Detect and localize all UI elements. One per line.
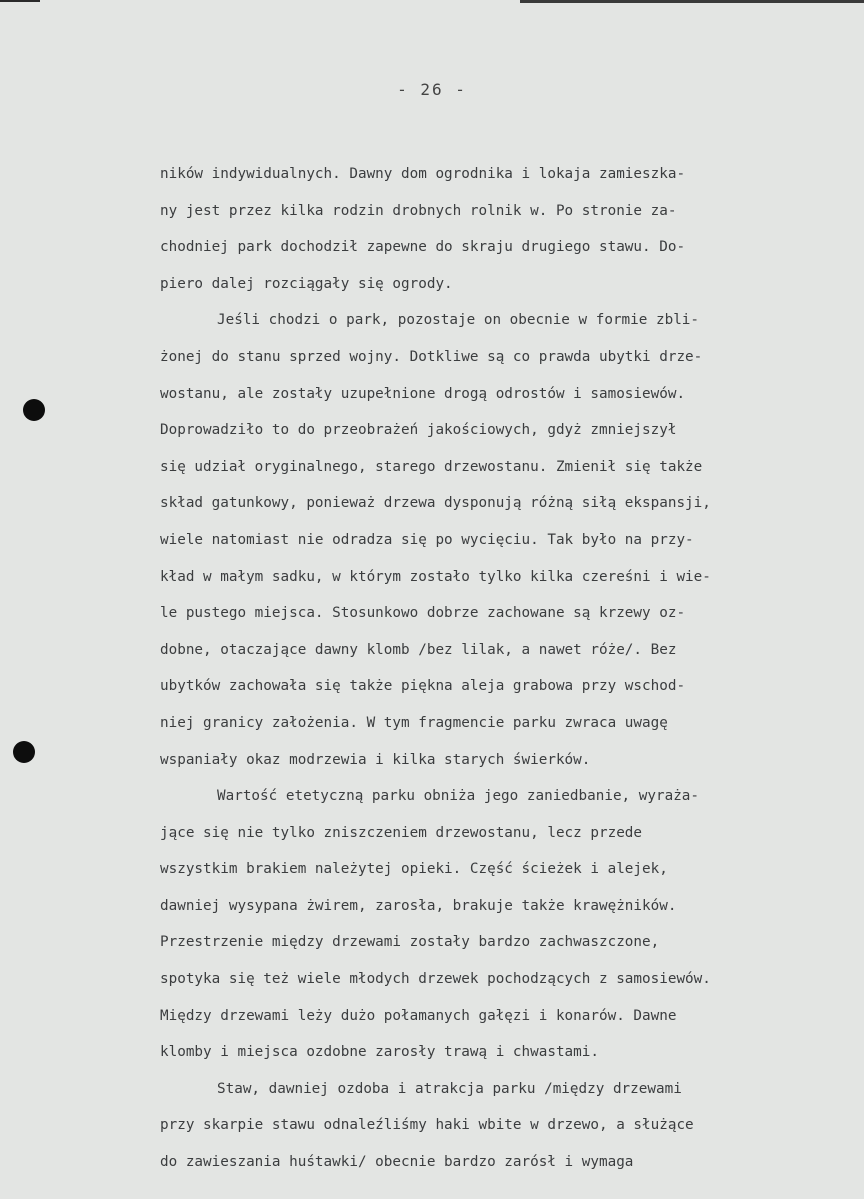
body-text — [160, 156, 860, 1181]
text-line: wspaniały okaz modrzewia i kilka starych świerków. — [160, 751, 591, 768]
text-line: piero dalej rozciągały się ogrody. — [160, 275, 453, 292]
text-line: się udział oryginalnego, starego drzewostanu. Zmienił się także — [160, 458, 703, 475]
text-line: dobne, otaczające dawny klomb /bez lilak, a nawet róże/. Bez — [160, 641, 677, 658]
text-line: le pustego miejsca. Stosunkowo dobrze zachowane są krzewy oz- — [160, 605, 686, 622]
text-line: skład gatunkowy, ponieważ drzewa dysponują różną siłą ekspansji, — [160, 495, 711, 512]
page-number: - 26 - — [397, 80, 467, 99]
text-line: ny jest przez kilka rodzin drobnych rolnik w. Po stronie za- — [160, 202, 677, 219]
scan-edge-line — [520, 0, 864, 9]
text-line: kład w małym sadku, w którym zostało tylko kilka czereśni i wie- — [160, 568, 711, 585]
text-line: chodniej park dochodził zapewne do skraju drugiego stawu. Do- — [160, 239, 686, 256]
text-line: ubytków zachowała się także piękna aleja grabowa przy wschod- — [160, 678, 686, 695]
text-line: Między drzewami leży dużo połamanych gałęzi i konarów. Dawne — [160, 1007, 677, 1024]
text-line: żonej do stanu sprzed wojny. Dotkliwe są co prawda ubytki drze- — [160, 348, 703, 365]
text-line: wostanu, ale zostały uzupełnione drogą odrostów i samosiewów. — [160, 385, 686, 402]
text-line: do zawieszania huśtawki/ obecnie bardzo zarósł i wymaga — [160, 1154, 634, 1171]
text-line: Staw, dawniej ozdoba i atrakcja parku /między drzewami — [217, 1080, 682, 1097]
text-line: ników indywidualnych. Dawny dom ogrodnika i lokaja zamieszka- — [160, 166, 686, 182]
text-line: niej granicy założenia. W tym fragmencie parku zwraca uwagę — [160, 714, 668, 731]
text-line: wiele natomiast nie odradza się po wycięciu. Tak było na przy- — [160, 531, 694, 548]
text-line: wszystkim brakiem należytej opieki. Część ścieżek i alejek, — [160, 861, 668, 878]
text-line: Przestrzenie między drzewami zostały bardzo zachwaszczone, — [160, 934, 660, 951]
text-line: przy skarpie stawu odnaleźliśmy haki wbite w drzewo, a służące — [160, 1117, 694, 1134]
text-line: spotyka się też wiele młodych drzewek pochodzących z samosiewów. — [160, 971, 711, 988]
text-line: dawniej wysypana żwirem, zarosła, brakuje także krawężników. — [160, 897, 677, 914]
text-line: Wartość etetyczną parku obniża jego zaniedbanie, wyraża- — [217, 788, 700, 805]
text-line: Jeśli chodzi o park, pozostaje on obecnie w formie zbli- — [217, 312, 700, 329]
punch-hole-upper — [23, 399, 45, 421]
punch-hole-lower — [13, 741, 35, 763]
text-line: Doprowadziło to do przeobrażeń jakościowych, gdyż zmniejszył — [160, 422, 677, 439]
scan-edge-mark — [0, 0, 40, 8]
text-line: klomby i miejsca ozdobne zarosły trawą i chwastami. — [160, 1044, 599, 1061]
text-line: jące się nie tylko zniszczeniem drzewostanu, lecz przede — [160, 824, 643, 841]
